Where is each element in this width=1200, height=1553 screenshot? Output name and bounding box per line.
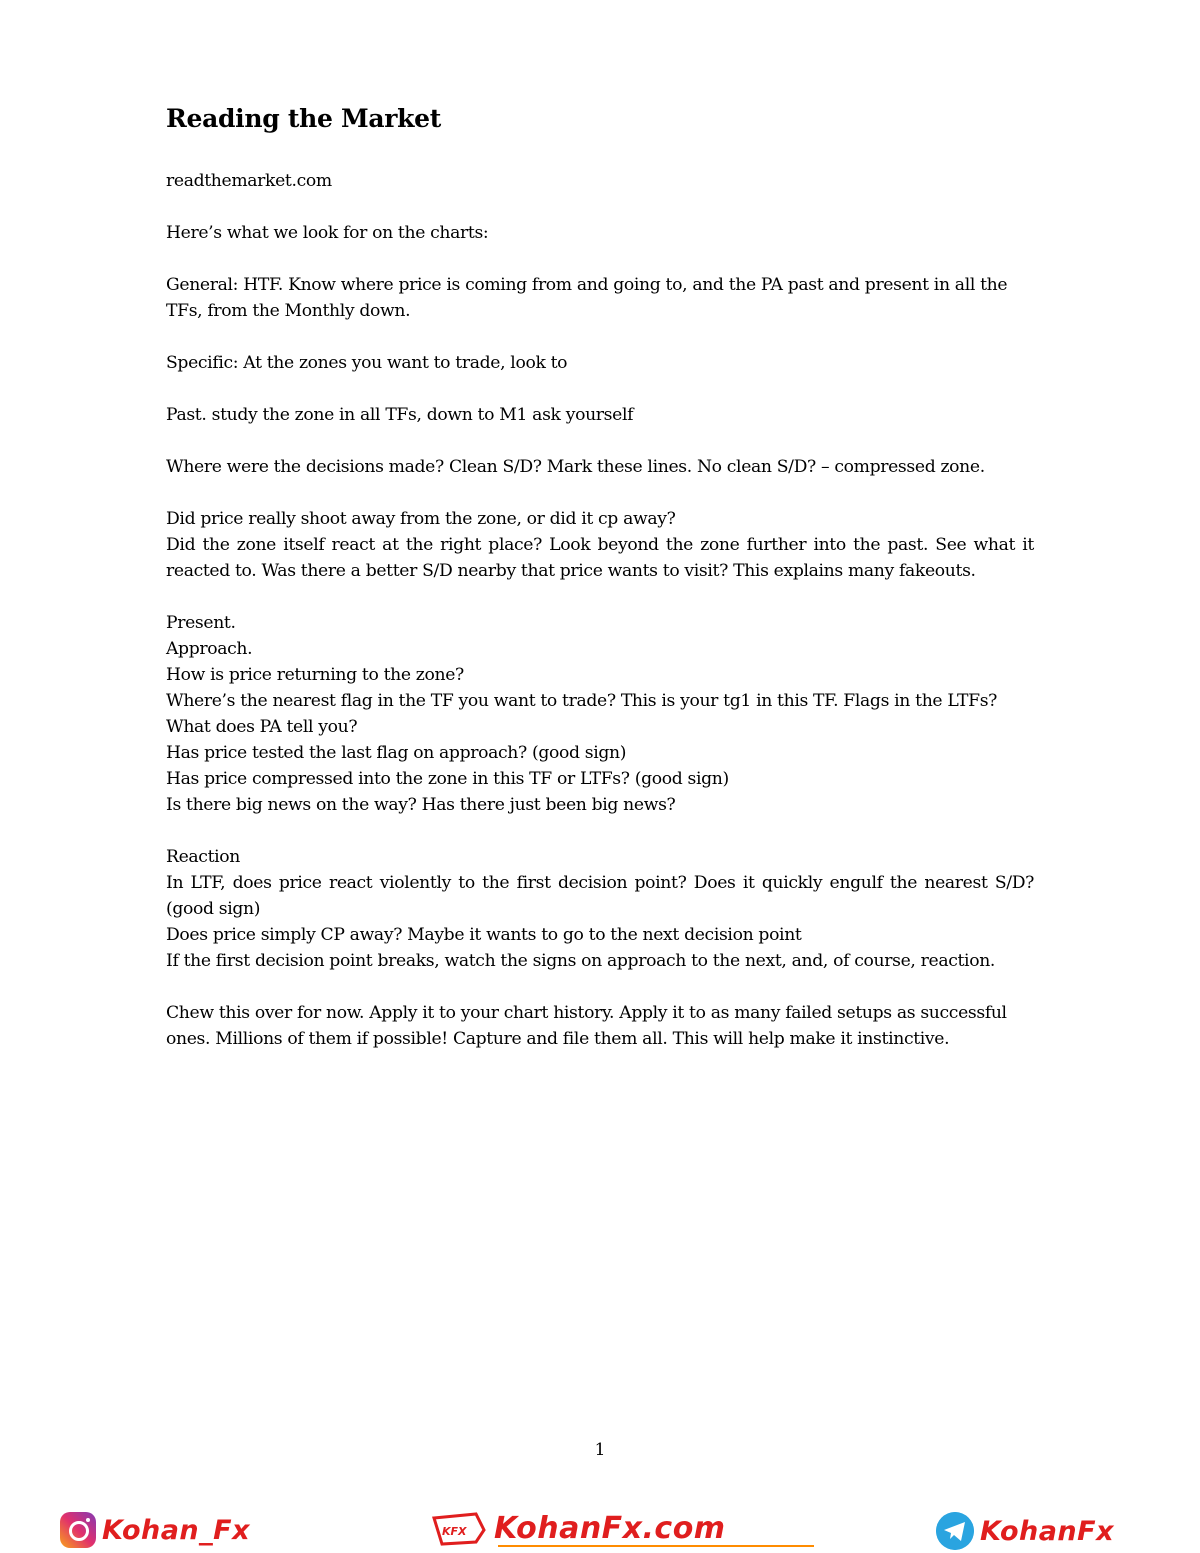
text-line: Chew this over for now. Apply it to your chart history. Apply it to as many failed setups as successful ones. Millions of them if possible! Capture and file them all. This will help make it instinctive. <box>166 1003 1007 1049</box>
website-url: KohanFx.com <box>494 1510 726 1546</box>
kfx-logo-text: KFX <box>442 1525 467 1538</box>
document-body <box>166 168 1034 1078</box>
telegram-handle: KohanFx <box>980 1515 1115 1547</box>
text-line: readthemarket.com <box>166 171 332 191</box>
paragraph-decisions <box>166 454 1034 480</box>
paragraph-website <box>166 168 1034 194</box>
text-line: Did the zone itself react at the right place? Look beyond the zone further into the past. See what it reacted to. Was there a better S/D nearby that price wants to visit? This explains many fakeouts. <box>166 535 1034 581</box>
text-line: Where were the decisions made? Clean S/D? Mark these lines. No clean S/D? – compressed zone. <box>166 457 985 477</box>
text-line: Where’s the nearest flag in the TF you want to trade? This is your tg1 in this TF. Flags in the LTFs? What does PA tell you? <box>166 691 998 737</box>
text-line: How is price returning to the zone? <box>166 665 464 685</box>
website-link[interactable] <box>428 1508 726 1548</box>
document-title: Reading the Market <box>166 104 441 133</box>
text-line: Present. <box>166 613 236 633</box>
text-line: Does price simply CP away? Maybe it wants to go to the next decision point <box>166 925 802 945</box>
paragraph-present <box>166 610 1034 818</box>
kfx-logo-icon <box>428 1508 488 1548</box>
text-line: Did price really shoot away from the zone, or did it cp away? <box>166 509 676 529</box>
text-line: If the first decision point breaks, watch the signs on approach to the next, and, of course, reaction. <box>166 951 996 971</box>
text-line: Specific: At the zones you want to trade, look to <box>166 353 568 373</box>
text-line: Here’s what we look for on the charts: <box>166 223 489 243</box>
text-line: Approach. <box>166 639 253 659</box>
text-line: Has price compressed into the zone in this TF or LTFs? (good sign) <box>166 769 729 789</box>
paragraph-reaction <box>166 844 1034 974</box>
text-line: In LTF, does price react violently to the first decision point? Does it quickly engulf the nearest S/D? (good sign) <box>166 873 1034 919</box>
telegram-icon <box>936 1512 974 1550</box>
paragraph-conclusion <box>166 1000 1034 1052</box>
telegram-link[interactable] <box>936 1512 1114 1550</box>
instagram-link[interactable] <box>60 1512 250 1548</box>
paragraph-intro <box>166 220 1034 246</box>
footer-banner <box>0 1500 1200 1553</box>
text-line: Past. study the zone in all TFs, down to M1 ask yourself <box>166 405 634 425</box>
instagram-icon <box>60 1512 96 1548</box>
text-line: Reaction <box>166 847 241 867</box>
paragraph-specific <box>166 350 1034 376</box>
website-underline <box>498 1545 814 1547</box>
paragraph-zone-reaction <box>166 506 1034 584</box>
paragraph-past <box>166 402 1034 428</box>
page-number: 1 <box>594 1440 606 1460</box>
text-line: General: HTF. Know where price is coming from and going to, and the PA past and present in all the TFs, from the Monthly down. <box>166 275 1008 321</box>
paragraph-general <box>166 272 1034 324</box>
instagram-handle: Kohan_Fx <box>102 1514 251 1546</box>
text-line: Has price tested the last flag on approach? (good sign) <box>166 743 627 763</box>
text-line: Is there big news on the way? Has there just been big news? <box>166 795 676 815</box>
